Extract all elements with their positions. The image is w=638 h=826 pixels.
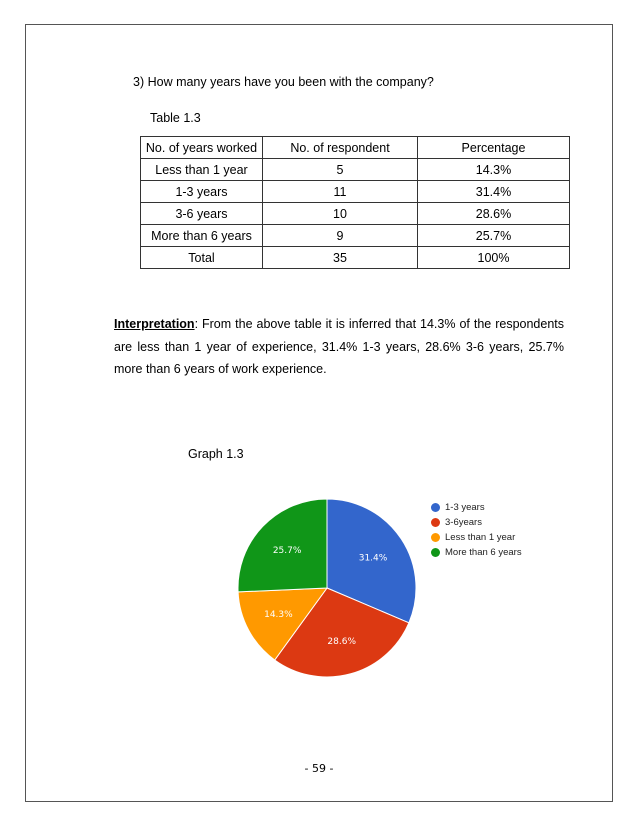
cell-years: 1-3 years [141,181,263,203]
table-row [141,159,570,181]
question-text: 3) How many years have you been with the company? [133,75,434,89]
cell-years: Less than 1 year [141,159,263,181]
interpretation-line-1 [114,313,564,336]
cell-years: 3-6 years [141,203,263,225]
pie-data-label: 31.4% [358,553,388,564]
cell-percent: 28.6% [418,203,570,225]
table-caption: Table 1.3 [150,111,201,125]
table-total-row [141,247,570,269]
table-header-row [141,137,570,159]
legend-item [431,500,522,515]
legend-swatch [431,548,440,557]
legend-label: Less than 1 year [445,532,516,543]
cell-count: 35 [263,247,418,269]
interpretation-paragraph [114,313,564,381]
cell-percent: 14.3% [418,159,570,181]
cell-percent: 31.4% [418,181,570,203]
legend-item [431,545,522,560]
header-percentage: Percentage [418,137,570,159]
legend-label: More than 6 years [445,547,522,558]
page-number: - 59 - [304,762,334,775]
cell-count: 10 [263,203,418,225]
legend-label: 3-6years [445,517,482,528]
graph-caption: Graph 1.3 [188,447,244,461]
legend-label: 1-3 years [445,502,485,513]
pie-data-label: 14.3% [264,610,293,621]
cell-count: 5 [263,159,418,181]
chart-legend [431,500,522,560]
legend-swatch [431,503,440,512]
table-row [141,203,570,225]
pie-chart [230,495,426,691]
legend-swatch [431,518,440,527]
header-respondents: No. of respondent [263,137,418,159]
legend-item [431,515,522,530]
interpretation-label: Interpretation [114,317,195,331]
legend-swatch [431,533,440,542]
table-row [141,225,570,247]
table-row [141,181,570,203]
header-years-worked: No. of years worked [141,137,263,159]
cell-count: 11 [263,181,418,203]
pie-data-label: 28.6% [327,637,357,648]
interpretation-text-1: : From the above table it is inferred that 14.3% of the respondents [194,317,564,331]
cell-percent: 25.7% [418,225,570,247]
cell-count: 9 [263,225,418,247]
cell-percent: 100% [418,247,570,269]
cell-years: More than 6 years [141,225,263,247]
interpretation-line-2: are less than 1 year of experience, 31.4% 1-3 years, 28.6% 3-6 years, 25.7% [114,339,564,354]
respondents-table [140,136,570,269]
pie-data-label: 25.7% [272,545,302,556]
interpretation-line-3: more than 6 years of work experience. [114,362,327,376]
legend-item [431,530,522,545]
cell-years: Total [141,247,263,269]
